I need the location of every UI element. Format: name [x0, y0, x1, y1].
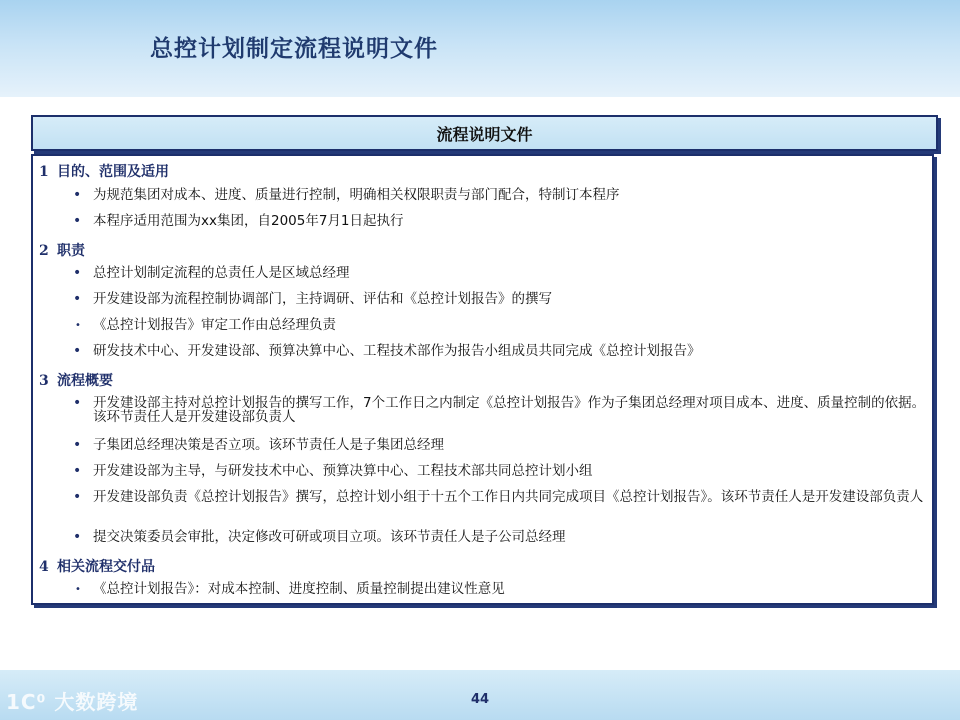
list-item: [73, 344, 933, 358]
list-item: [73, 530, 933, 544]
page-number: 44: [470, 692, 490, 707]
list-item: [73, 464, 933, 478]
content-box: [31, 154, 934, 605]
section-heading-4: [39, 556, 155, 576]
watermark-logo: 1C⁰ 大数跨境: [6, 690, 139, 714]
bullet-icon: •: [73, 395, 82, 411]
list-item: [73, 292, 933, 306]
section-number: 3: [39, 373, 49, 389]
list-item-text: 为规范集团对成本、进度、质量进行控制，明确相关权限职责与部门配合，特制订本程序: [93, 187, 620, 203]
bullet-icon: •: [75, 320, 81, 331]
list-item-text: 研发技术中心、开发建设部、预算决算中心、工程技术部作为报告小组成员共同完成《总控计划报告》: [93, 343, 701, 359]
box-title-bar: [31, 115, 938, 151]
header-band: [0, 0, 960, 97]
list-item: [73, 490, 933, 504]
list-item-text: 《总控计划报告》审定工作由总经理负责: [93, 317, 336, 333]
list-item-text: 开发建设部为流程控制协调部门，主持调研、评估和《总控计划报告》的撰写: [93, 291, 552, 307]
section-number: 1: [39, 164, 49, 180]
list-item-text: 子集团总经理决策是否立项。该环节责任人是子集团总经理: [93, 437, 444, 453]
bullet-icon: •: [73, 213, 82, 229]
bullet-icon: •: [75, 584, 81, 595]
bullet-icon: •: [73, 437, 82, 453]
list-item: [73, 214, 933, 228]
list-item-text: 本程序适用范围为xx集团，自2005年7月1日起执行: [93, 213, 404, 229]
section-heading-2: [39, 240, 85, 260]
list-item-text: 开发建设部主持对总控计划报告的撰写工作，7个工作日之内制定《总控计划报告》作为子集团总经理对项目成本、进度、质量控制的依据。该环节责任人是开发建设部负责人: [93, 395, 926, 425]
bullet-icon: •: [73, 187, 82, 203]
list-item-text: 开发建设部为主导，与研发技术中心、预算决算中心、工程技术部共同总控计划小组: [93, 463, 593, 479]
bullet-icon: •: [73, 291, 82, 307]
bullet-icon: •: [73, 265, 82, 281]
section-title: 目的、范围及适用: [57, 164, 169, 180]
list-item: [73, 188, 933, 202]
slide-title: 总控计划制定流程说明文件: [150, 36, 438, 62]
list-item: [73, 582, 933, 596]
section-title: 流程概要: [57, 373, 113, 389]
bullet-icon: •: [73, 489, 82, 505]
section-heading-3: [39, 370, 113, 390]
list-item: [73, 266, 933, 280]
list-item-text: 开发建设部负责《总控计划报告》撰写，总控计划小组于十五个工作日内共同完成项目《总控计划报告》。该环节责任人是开发建设部负责人: [93, 489, 924, 505]
section-number: 2: [39, 243, 49, 259]
list-item-text: 提交决策委员会审批，决定修改可研或项目立项。该环节责任人是子公司总经理: [93, 529, 566, 545]
bullet-icon: •: [73, 343, 82, 359]
list-item-text: 总控计划制定流程的总责任人是区域总经理: [93, 265, 350, 281]
section-title: 职责: [57, 243, 85, 259]
list-item: [73, 396, 933, 424]
section-number: 4: [39, 559, 49, 575]
section-title: 相关流程交付品: [57, 559, 155, 575]
section-heading-1: [39, 161, 169, 181]
list-item: [73, 318, 933, 332]
bullet-icon: •: [73, 529, 82, 545]
list-item-text: 《总控计划报告》：对成本控制、进度控制、质量控制提出建议性意见: [93, 581, 505, 597]
bullet-icon: •: [73, 463, 82, 479]
list-item: [73, 438, 933, 452]
box-title: 流程说明文件: [436, 124, 533, 144]
